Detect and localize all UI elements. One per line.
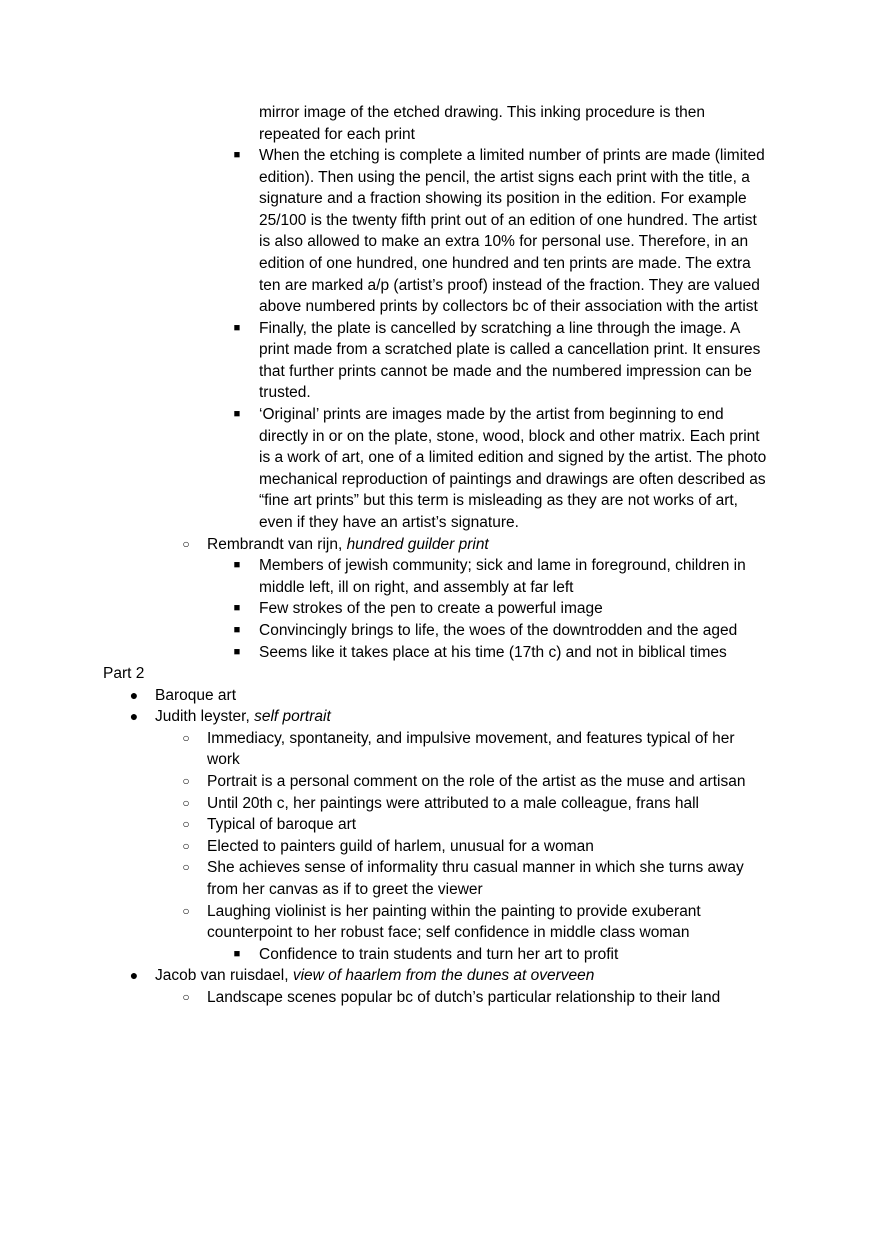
- document-page: mirror image of the etched drawing. This inking procedure is then repeated for each print ■ When the etching is complete a limited number of prints are made (limited edition). Then using the pencil, the artist signs each print with the title, a signature and a fraction showing its position in the edition. For example 25/100 is the twenty fifth print out of an edition of one hundred. The artist is also allowed to make an extra 10% for personal use. Therefore, in an edition of one hundred, one hundred and ten prints are made. The extra ten are marked a/p (artist’s proof) instead of the fraction. They are valued above numbered prints by collectors bc of their association with the artist ■ Finally, the plate is cancelled by scratching a line through the image. A print made from a scratched plate is called a cancellation print. It ensures that further prints cannot be made and the numbered impression can be trusted. ■ ‘Original’ prints are images made by the artist from beginning to end directly in or on the plate, stone, wood, block and other matrix. Each print is a work of art, one of a limited edition and signed by the artist. The photo mechanical reproduction of paintings and drawings are often described as “fine art prints” but this term is misleading as they are not works of art, even if they have an artist’s signature. ○ Rembrandt van rijn, hundred guilder print ■ Members of jewish community; sick and lame in foreground, children in middle left, ill on right, and assembly at far left ■ Few strokes of the pen to create a powerful image ■ Convincingly brings to life, the woes of the downtrodden and the aged ■ Seems like it takes place at his time (17th c) and not in biblical times Part 2 ● Baroque art ● Judith leyster, self portrait ○ Immediacy, spontaneity, and impulsive movement, and features typical of her work ○ Portrait is a personal comment on the role of the artist as the muse and artisan ○ Until 20th c, her paintings were attributed to a male colleague, frans hall ○ Typical of baroque art ○ Elected to painters guild of harlem, unusual for a woman ○ She achieves sense of informality thru casual manner in which she turns away from her canvas as if to greet the viewer ○ Laughing violinist is her painting within the painting to provide exuberant counterpoint to her robust face; self confidence in middle class woman ■ Confidence to train students and turn her art to profit ● Jacob van ruisdael, view of haarlem from the dunes at overveen ○ Landscape scenes popular bc of dutch’s particular relationship to their land: [0, 0, 880, 1247]
- square-bullet-icon: ■: [233, 624, 241, 636]
- square-bullet-icon: ■: [233, 149, 241, 161]
- circle-bullet-icon: ○: [182, 817, 190, 831]
- circle-bullet-icon: ○: [182, 990, 190, 1004]
- square-bullet-icon: ■: [233, 322, 241, 334]
- square-bullet-icon: ■: [233, 948, 241, 960]
- circle-bullet-icon: ○: [182, 774, 190, 788]
- circle-bullet-icon: ○: [182, 537, 190, 551]
- square-bullet-icon: ■: [233, 646, 241, 658]
- circle-bullet-icon: ○: [182, 839, 190, 853]
- circle-bullet-icon: ○: [182, 796, 190, 810]
- disc-bullet-icon: ●: [129, 687, 139, 703]
- disc-bullet-icon: ●: [129, 708, 139, 724]
- disc-bullet-icon: ●: [129, 967, 139, 983]
- circle-bullet-icon: ○: [182, 731, 190, 745]
- circle-bullet-icon: ○: [182, 904, 190, 918]
- square-bullet-icon: ■: [233, 602, 241, 614]
- circle-bullet-icon: ○: [182, 860, 190, 874]
- square-bullet-icon: ■: [233, 559, 241, 571]
- square-bullet-icon: ■: [233, 408, 241, 420]
